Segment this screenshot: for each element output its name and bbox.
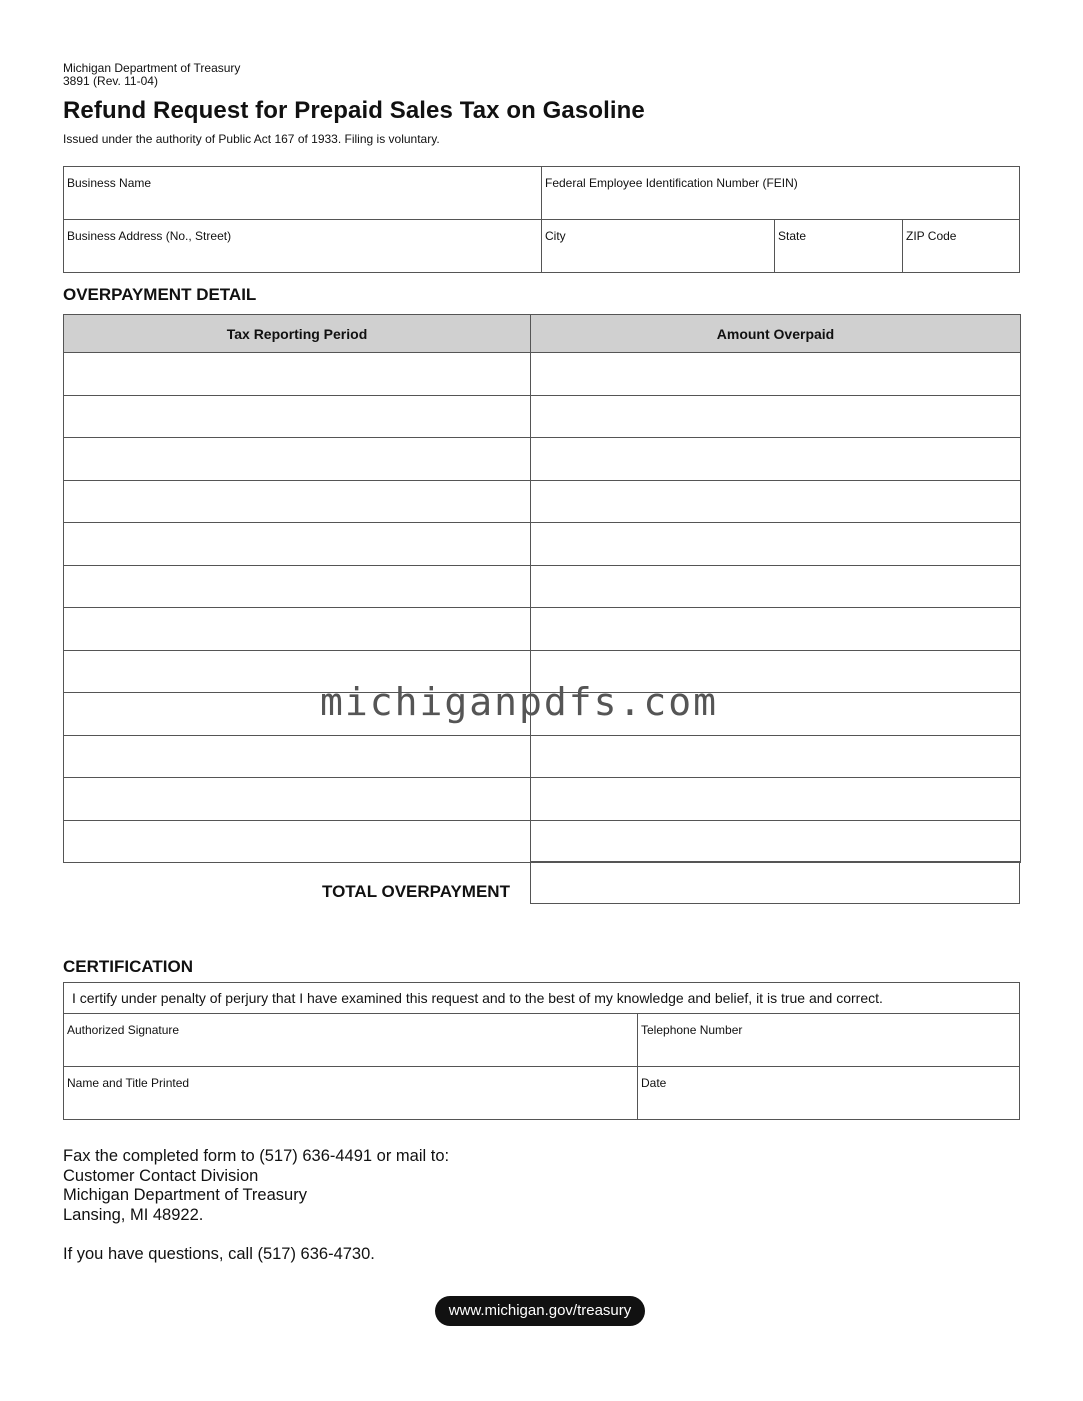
telephone-label: Telephone Number xyxy=(641,1023,743,1037)
name-title-field[interactable] xyxy=(64,1066,637,1119)
city-label: City xyxy=(545,229,566,243)
table-row xyxy=(64,608,1021,651)
table-row xyxy=(64,778,1021,821)
date-field[interactable] xyxy=(638,1066,1019,1119)
date-label: Date xyxy=(641,1076,667,1090)
table-row xyxy=(64,820,1021,863)
period-cell[interactable] xyxy=(64,820,531,863)
amount-cell[interactable] xyxy=(531,608,1021,651)
amount-cell[interactable] xyxy=(531,735,1021,778)
questions-line: If you have questions, call (517) 636-4730. xyxy=(63,1244,375,1263)
period-cell[interactable] xyxy=(64,353,531,396)
table-row xyxy=(64,523,1021,566)
business-name-label: Business Name xyxy=(67,176,152,190)
business-address-label: Business Address (No., Street) xyxy=(67,229,232,243)
period-cell[interactable] xyxy=(64,778,531,821)
mail-city: Lansing, MI 48922. xyxy=(63,1205,204,1224)
page-title: Refund Request for Prepaid Sales Tax on Gasoline xyxy=(63,97,645,124)
table-row xyxy=(64,565,1021,608)
period-cell[interactable] xyxy=(64,735,531,778)
period-cell[interactable] xyxy=(64,523,531,566)
contact-block xyxy=(63,1147,449,1264)
amount-cell[interactable] xyxy=(531,778,1021,821)
amount-cell[interactable] xyxy=(531,480,1021,523)
watermark: michiganpdfs.com xyxy=(320,680,719,724)
table-row xyxy=(64,735,1021,778)
amount-cell[interactable] xyxy=(531,565,1021,608)
table-row xyxy=(64,480,1021,523)
authority-note: Issued under the authority of Public Act 167 of 1933. Filing is voluntary. xyxy=(63,132,440,146)
amount-cell[interactable] xyxy=(531,523,1021,566)
state-label: State xyxy=(778,229,807,243)
name-title-label: Name and Title Printed xyxy=(67,1076,190,1090)
table-row xyxy=(64,438,1021,481)
overpayment-table xyxy=(63,314,1021,863)
table-row xyxy=(64,353,1021,396)
signature-label: Authorized Signature xyxy=(67,1023,180,1037)
telephone-field[interactable] xyxy=(638,1013,1019,1066)
amount-cell[interactable] xyxy=(531,820,1021,863)
overpayment-section-title: OVERPAYMENT DETAIL xyxy=(63,285,257,304)
department-name: Michigan Department of Treasury xyxy=(63,61,241,75)
period-cell[interactable] xyxy=(64,395,531,438)
city-field[interactable] xyxy=(542,219,774,272)
business-address-field[interactable] xyxy=(64,219,541,272)
period-cell[interactable] xyxy=(64,480,531,523)
fax-instruction: Fax the completed form to (517) 636-4491 or mail to: xyxy=(63,1147,450,1165)
mail-department: Michigan Department of Treasury xyxy=(63,1186,307,1204)
column-header-amount: Amount Overpaid xyxy=(531,315,1021,353)
fein-field[interactable] xyxy=(542,166,1019,219)
certification-section-title: CERTIFICATION xyxy=(63,957,194,976)
fein-label: Federal Employee Identification Number (FEIN) xyxy=(545,176,798,190)
zip-code-label: ZIP Code xyxy=(906,229,957,243)
form-number: 3891 (Rev. 11-04) xyxy=(63,74,158,88)
column-header-period: Tax Reporting Period xyxy=(64,315,531,353)
table-row xyxy=(64,395,1021,438)
state-field[interactable] xyxy=(775,219,902,272)
amount-cell[interactable] xyxy=(531,395,1021,438)
authorized-signature-field[interactable] xyxy=(64,1013,637,1066)
total-overpayment-field[interactable] xyxy=(530,861,1020,904)
overpayment-header-row xyxy=(64,315,1021,353)
business-name-field[interactable] xyxy=(64,166,541,219)
total-overpayment-label: TOTAL OVERPAYMENT xyxy=(322,882,510,901)
certification-statement: I certify under penalty of perjury that I have examined this request and to the best of my knowledge and belief, it is true and correct. xyxy=(72,990,883,1006)
amount-cell[interactable] xyxy=(531,353,1021,396)
treasury-website-link[interactable]: www.michigan.gov/treasury xyxy=(435,1296,645,1326)
period-cell[interactable] xyxy=(64,565,531,608)
amount-cell[interactable] xyxy=(531,438,1021,481)
period-cell[interactable] xyxy=(64,438,531,481)
zip-code-field[interactable] xyxy=(903,219,1019,272)
mail-division: Customer Contact Division xyxy=(63,1166,259,1185)
period-cell[interactable] xyxy=(64,608,531,651)
